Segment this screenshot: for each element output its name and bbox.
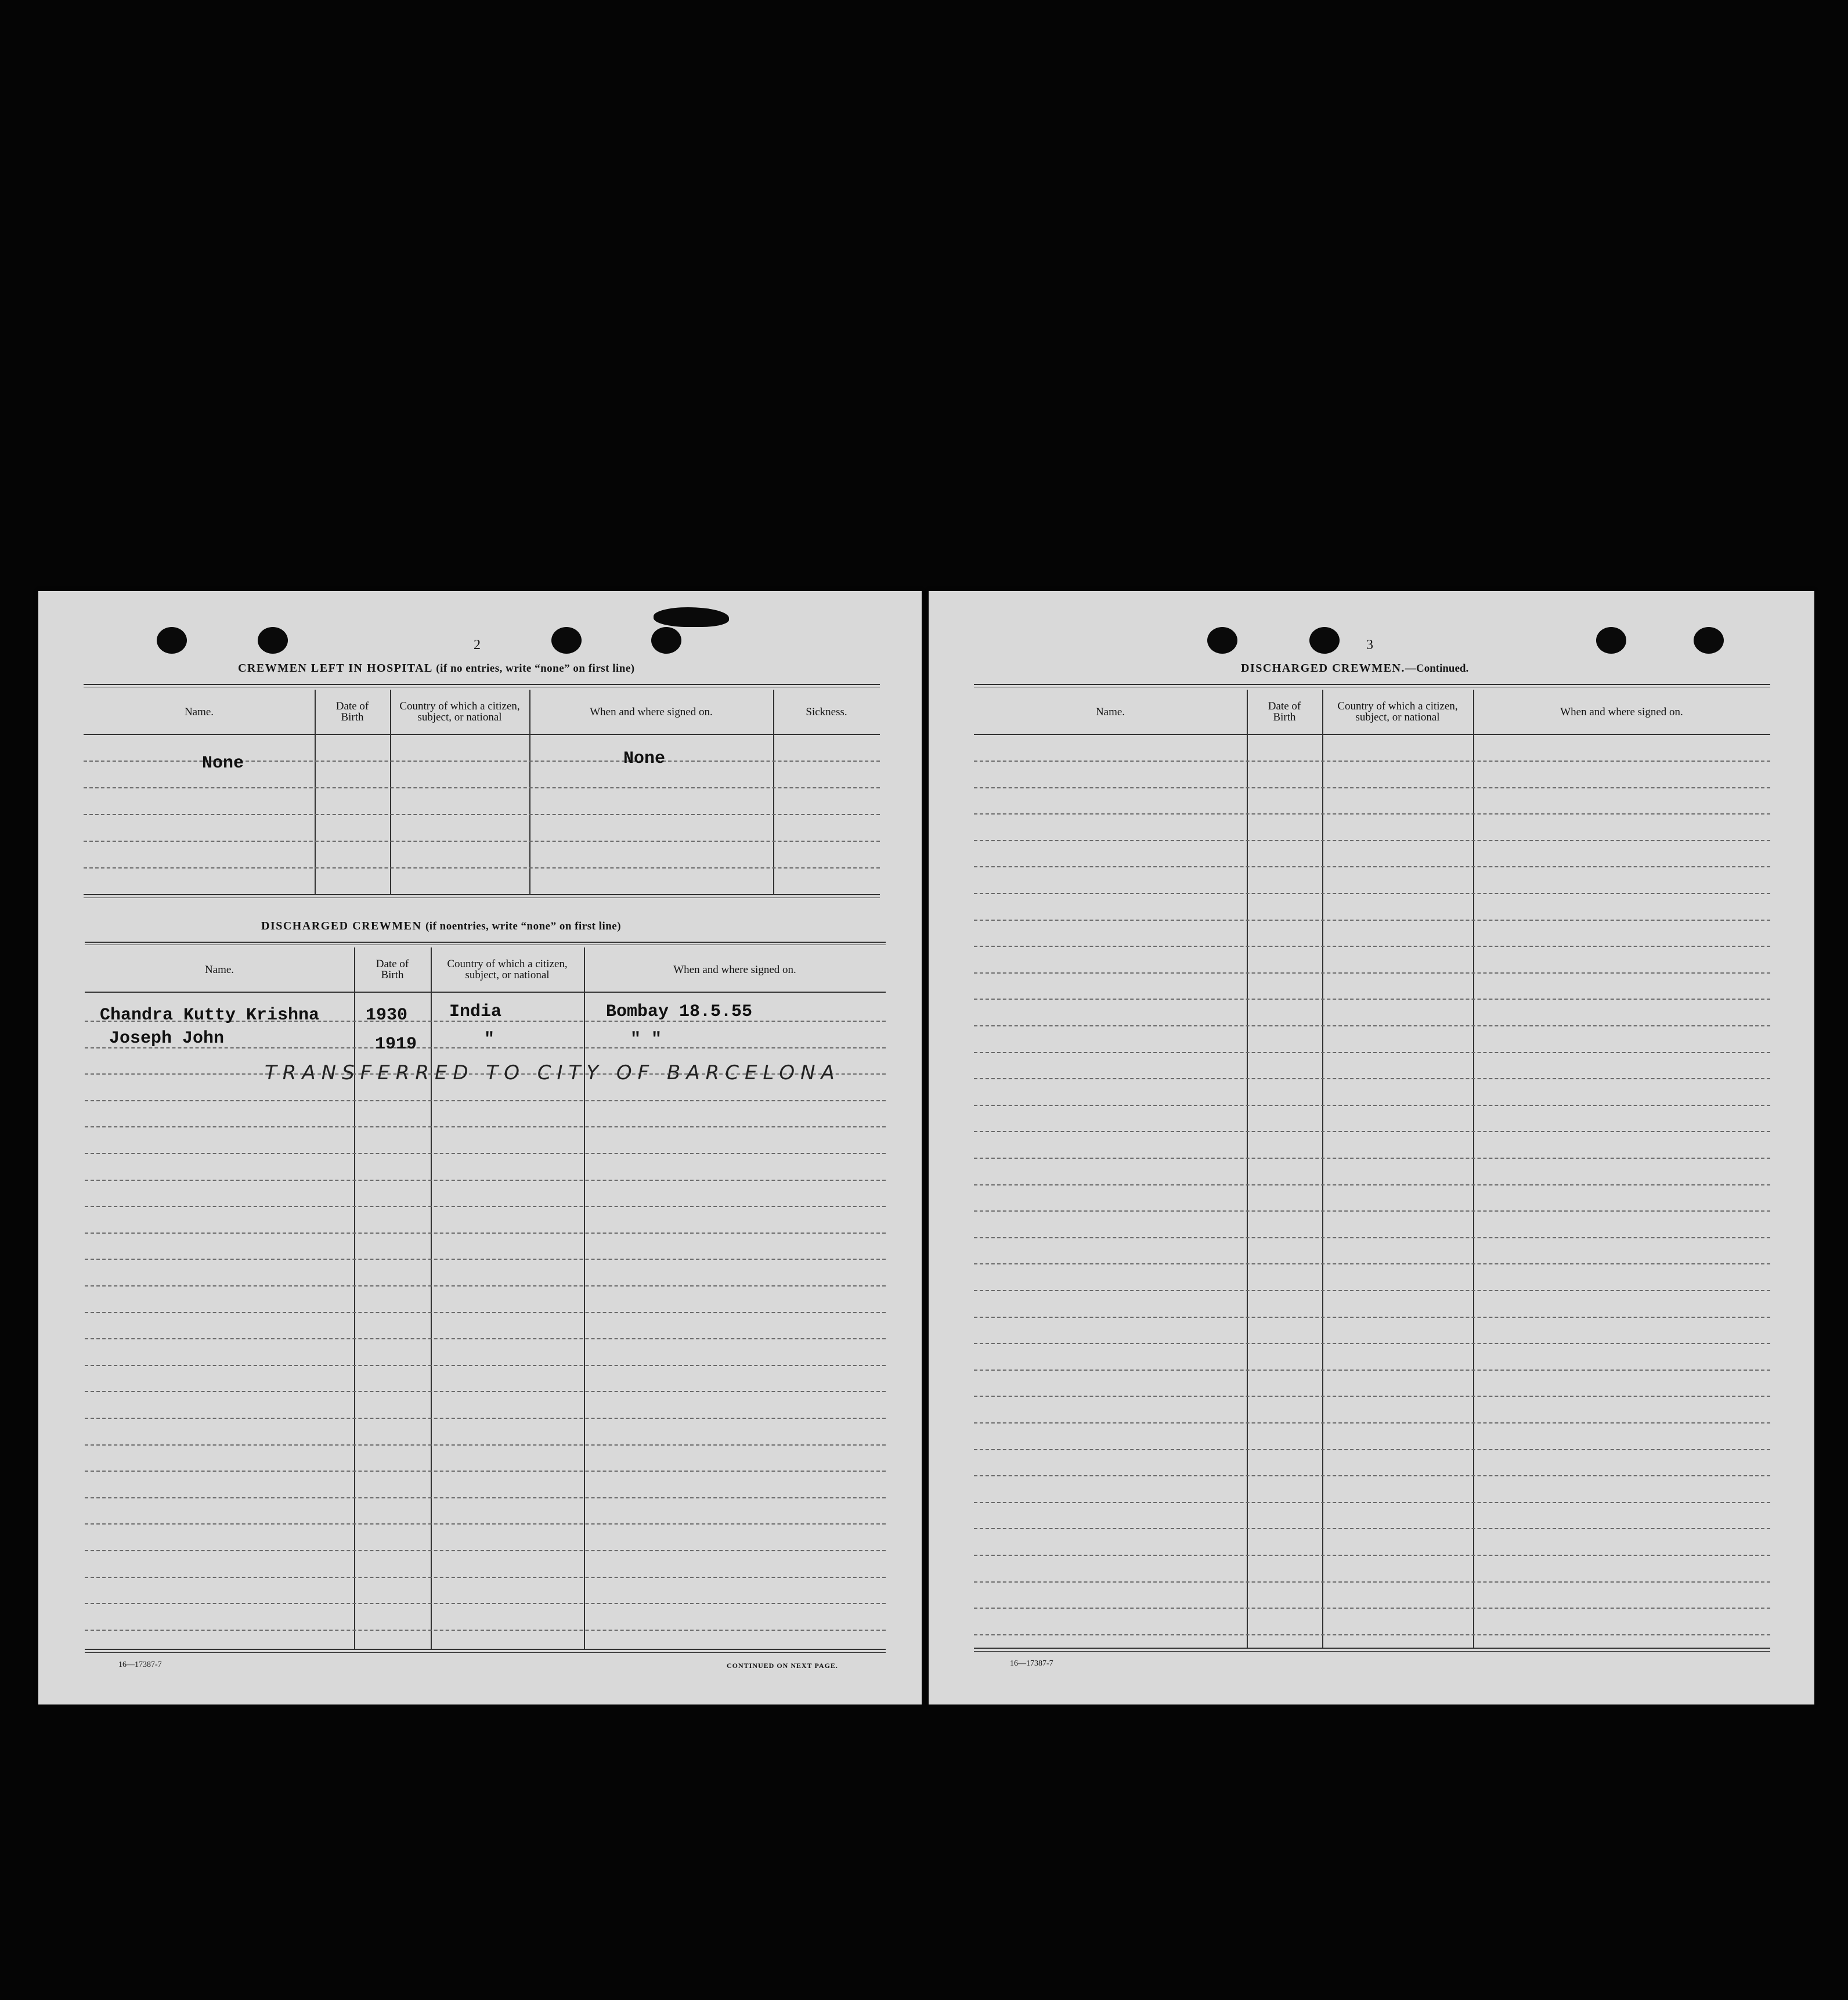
row-rule	[974, 1475, 1770, 1476]
row-rule	[974, 1131, 1770, 1132]
punch-hole-icon	[1596, 627, 1626, 654]
discharged-note: (if noentries, write “none” on first line)	[425, 920, 622, 932]
table-header	[84, 690, 880, 735]
row-rule	[974, 1237, 1770, 1238]
row-rule	[85, 1338, 886, 1339]
row-rule	[974, 1158, 1770, 1159]
col-divider	[529, 690, 530, 894]
row-rule	[974, 813, 1770, 815]
discharged-title: DISCHARGED CREWMEN	[261, 920, 422, 932]
row-rule	[974, 1396, 1770, 1397]
col-header-sickness: Sickness.	[806, 705, 847, 718]
col-header-name: Name.	[184, 705, 214, 718]
row-rule	[974, 1634, 1770, 1635]
hospital-entry-name: None	[202, 754, 244, 773]
row-rule	[84, 787, 880, 788]
discharged-continued-heading: DISCHARGED CREWMEN.	[1241, 662, 1405, 675]
row-rule	[85, 1444, 886, 1446]
row-rule	[974, 1608, 1770, 1609]
row-rule	[974, 1263, 1770, 1264]
form-number: 16—17387-7	[118, 1660, 162, 1669]
discharged-continued-table	[974, 684, 1770, 1650]
form-number: 16—17387-7	[1010, 1659, 1053, 1668]
row-rule	[85, 1233, 886, 1234]
col-header-country: Country of which a citizen, subject, or national	[447, 958, 568, 981]
row-rule	[974, 1290, 1770, 1291]
col-header-dob: Date of Birth	[335, 700, 369, 723]
hospital-entry-signed-on: None	[623, 749, 666, 769]
punch-hole-icon	[1207, 627, 1237, 654]
right-page	[929, 591, 1814, 1704]
row-rule	[85, 1603, 886, 1604]
discharged-row-1-name: Chandra Kutty Krishna	[100, 1006, 320, 1025]
col-divider	[773, 690, 774, 894]
row-rule	[974, 1078, 1770, 1079]
row-rule	[974, 920, 1770, 921]
discharged-row-2-country: "	[484, 1030, 495, 1050]
row-rule	[85, 1259, 886, 1260]
col-header-country: Country of which a citizen, subject, or national	[1337, 700, 1458, 723]
ink-blot	[654, 607, 729, 627]
table-top-rule	[85, 942, 886, 945]
table-bottom-rule	[85, 1649, 886, 1653]
row-rule	[85, 1630, 886, 1631]
col-divider	[431, 947, 432, 1649]
row-rule	[974, 1449, 1770, 1450]
row-rule	[85, 1523, 886, 1525]
col-divider	[1473, 690, 1474, 1648]
table-header	[974, 690, 1770, 735]
col-header-signed-on: When and where signed on.	[590, 705, 713, 718]
discharged-row-1-signed-on: Bombay 18.5.55	[606, 1002, 753, 1022]
table-bottom-rule	[84, 894, 880, 898]
row-rule	[974, 1184, 1770, 1185]
punch-hole-icon	[258, 627, 288, 654]
discharged-row-1-country: India	[449, 1002, 502, 1022]
punch-hole-icon	[1694, 627, 1724, 654]
hospital-section-title	[238, 662, 635, 675]
punch-hole-icon	[157, 627, 187, 654]
row-rule	[974, 946, 1770, 947]
hospital-title: CREWMEN LEFT IN HOSPITAL	[238, 662, 432, 675]
row-rule	[85, 1550, 886, 1551]
page-number: 3	[1366, 637, 1373, 653]
row-rule	[974, 787, 1770, 788]
row-rule	[85, 1100, 886, 1101]
discharged-continued-title	[1241, 662, 1468, 675]
col-divider	[315, 690, 316, 894]
row-rule	[974, 1025, 1770, 1026]
row-rule	[85, 1206, 886, 1207]
discharged-row-1-dob: 1930	[366, 1006, 408, 1025]
col-header-country: Country of which a citizen, subject, or national	[399, 700, 520, 723]
discharged-row-2-signed-on: " "	[630, 1030, 662, 1050]
row-rule	[974, 1317, 1770, 1318]
row-rule	[974, 1528, 1770, 1529]
row-rule	[974, 1502, 1770, 1503]
col-divider	[1322, 690, 1323, 1648]
row-rule	[974, 1555, 1770, 1556]
row-rule	[85, 1365, 886, 1366]
row-rule	[974, 1210, 1770, 1212]
row-rule	[85, 1180, 886, 1181]
row-rule	[84, 814, 880, 815]
row-rule	[974, 1581, 1770, 1583]
col-header-name: Name.	[1095, 705, 1125, 718]
col-divider	[584, 947, 585, 1649]
row-rule	[85, 1391, 886, 1392]
col-divider	[1247, 690, 1248, 1648]
col-header-dob: Date of Birth	[1268, 700, 1301, 723]
hospital-note: (if no entries, write “none” on first line)	[436, 662, 635, 675]
col-divider	[354, 947, 355, 1649]
discharged-section-title	[261, 920, 621, 933]
col-header-signed-on: When and where signed on.	[673, 963, 796, 976]
left-page	[38, 591, 922, 1704]
row-rule	[84, 867, 880, 869]
hospital-table	[84, 684, 880, 899]
col-divider	[390, 690, 391, 894]
col-header-name: Name.	[204, 963, 234, 976]
table-bottom-rule	[974, 1648, 1770, 1652]
row-rule	[85, 1285, 886, 1287]
row-rule	[974, 1422, 1770, 1424]
row-rule	[84, 841, 880, 842]
row-rule	[974, 1343, 1770, 1344]
handwritten-transfer-note: TRANSFERRED TO CITY OF BARCELONA	[265, 1061, 840, 1084]
row-rule	[85, 1312, 886, 1313]
discharged-table	[85, 942, 886, 1651]
row-rule	[974, 761, 1770, 762]
row-rule	[974, 1105, 1770, 1106]
row-rule	[85, 1497, 886, 1498]
table-header	[85, 947, 886, 993]
col-header-dob: Date of Birth	[376, 958, 409, 981]
table-top-rule	[974, 684, 1770, 687]
row-rule	[85, 1577, 886, 1578]
row-rule	[974, 972, 1770, 974]
discharged-row-2-dob: 1919	[375, 1035, 417, 1054]
continued-note: CONTINUED ON NEXT PAGE.	[727, 1662, 838, 1670]
punch-hole-icon	[651, 627, 681, 654]
page-number: 2	[474, 637, 481, 653]
punch-hole-icon	[1309, 627, 1340, 654]
row-rule	[974, 866, 1770, 867]
punch-hole-icon	[551, 627, 582, 654]
row-rule	[974, 1052, 1770, 1053]
table-top-rule	[84, 684, 880, 687]
row-rule	[974, 999, 1770, 1000]
continued-suffix: —Continued.	[1405, 662, 1469, 675]
col-header-signed-on: When and where signed on.	[1560, 705, 1683, 718]
row-rule	[85, 1126, 886, 1127]
discharged-row-2-name: Joseph John	[109, 1029, 225, 1048]
row-rule	[85, 1418, 886, 1419]
row-rule	[85, 1153, 886, 1154]
row-rule	[974, 1370, 1770, 1371]
row-rule	[974, 893, 1770, 894]
row-rule	[974, 840, 1770, 841]
row-rule	[85, 1471, 886, 1472]
